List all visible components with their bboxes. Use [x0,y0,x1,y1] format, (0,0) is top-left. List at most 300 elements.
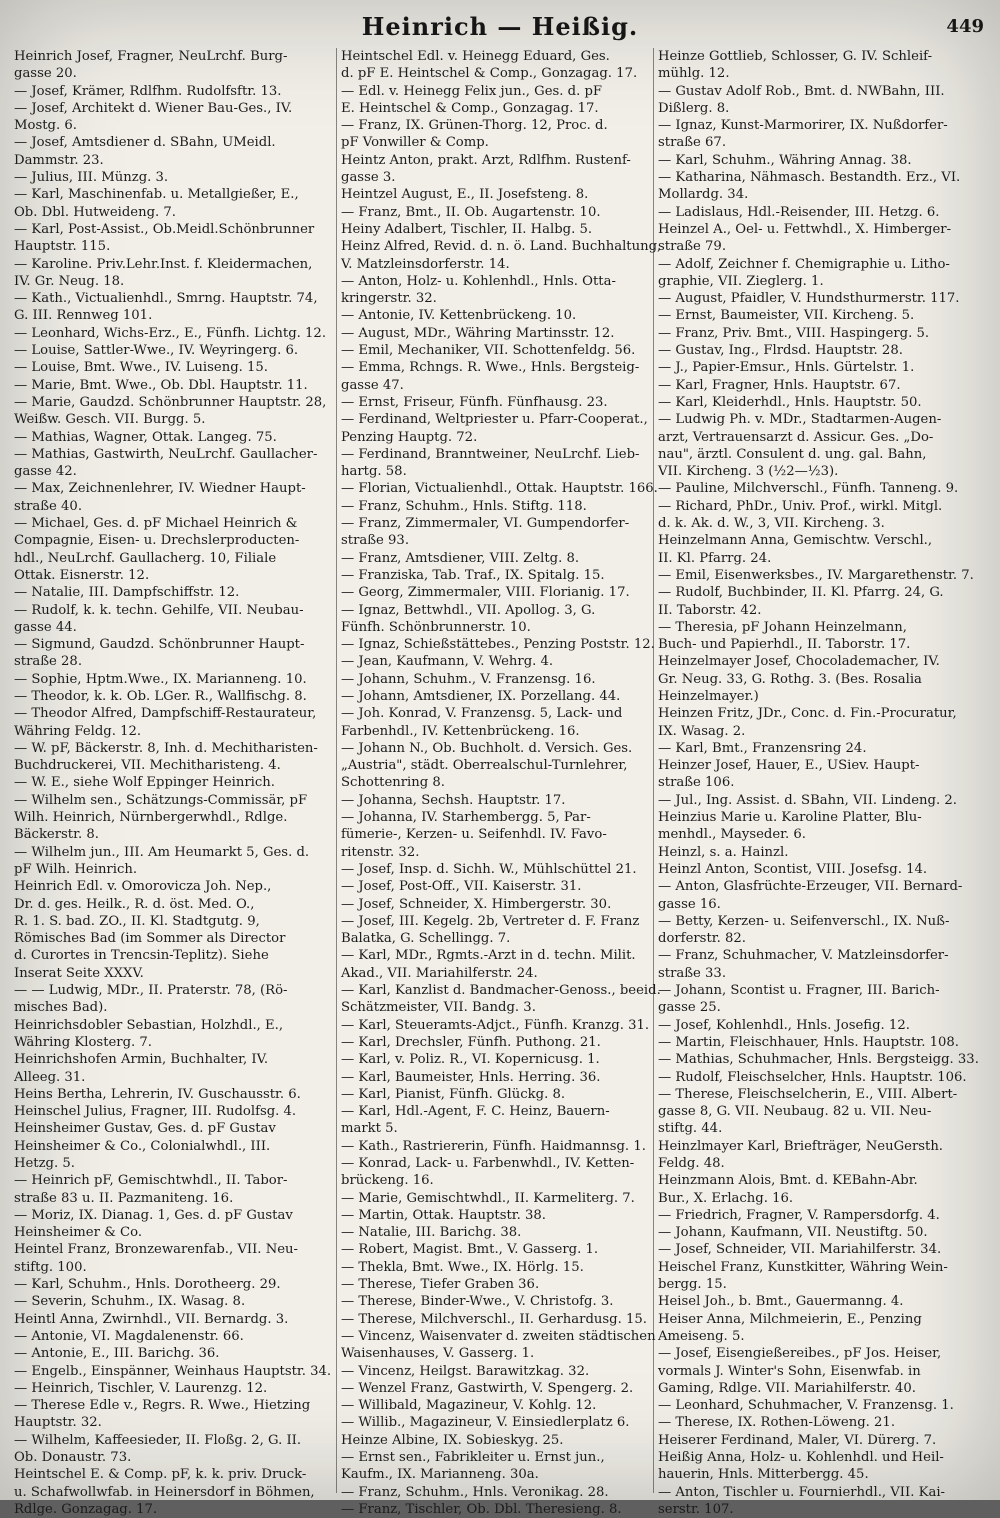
entry-line: — Julius, III. Münzg. 3. [14,170,169,186]
directory-entry [14,100,334,135]
entry-line: — Josef, Amtsdiener d. SBahn, UMeidl. [14,135,276,151]
entry-line: — Josef, III. Kegelg. 2b, Vertreter d. F. Franz [341,913,640,929]
directory-entry [14,394,334,429]
entry-line: — W. pF, Bäckerstr. 8, Inh. d. Mechitharisten- [14,740,318,756]
entry-line: — Willibald, Magazineur, V. Kohlg. 12. [341,1398,597,1414]
directory-entry [658,792,978,809]
directory-entry [14,221,334,256]
directory-entry [14,446,334,481]
directory-entry [658,532,978,567]
entry-line: Heißig Anna, Holz- u. Kohlenhdl. und Heil- [658,1450,944,1466]
directory-entry [658,290,978,307]
entry-line: Hauptstr. 115. [14,239,111,255]
directory-entry [658,1069,978,1086]
entry-line: — Emil, Eisenwerksbes., IV. Margarethenstr. 7. [658,567,974,583]
entry-line: — Leonhard, Wichs-Erz., E., Fünfh. Lichtg. 12. [14,325,327,341]
entry-line: — Johanna, Sechsh. Hauptstr. 17. [341,792,566,808]
entry-line: — Vincenz, Heilgst. Barawitzkag. 32. [341,1363,590,1379]
entry-line: — Friedrich, Fragner, V. Rampersdorfg. 4. [658,1207,940,1223]
entry-line: — Johann, Kaufmann, VII. Neustiftg. 50. [658,1225,928,1241]
directory-entry [658,1207,978,1224]
entry-line: Alleeg. 31. [14,1069,86,1085]
entry-line: Heinzius Marie u. Karoline Platter, Blu- [658,810,922,826]
directory-entry [658,1484,978,1518]
page-header [0,6,1000,44]
entry-line: — August, Pfaidler, V. Hundsthurmerstr. 117. [658,291,960,307]
entry-line: Penzing Hauptg. 72. [341,429,478,445]
entry-line: — Marie, Gaudzd. Schönbrunner Hauptstr. 28, [14,394,327,410]
directory-entry [341,1380,661,1397]
entry-line: straße 93. [341,533,410,549]
directory-entry [341,1034,661,1051]
directory-entry [341,636,661,653]
entry-line: — Martin, Fleischhauer, Hnls. Hauptstr. 108. [658,1034,959,1050]
entry-line: gasse 16. [658,896,721,912]
directory-entry [341,584,661,601]
entry-line: Heinzelmayer Josef, Chocolademacher, IV. [658,654,940,670]
entry-line: ritenstr. 32. [341,844,420,860]
entry-line: gasse 3. [341,170,396,186]
directory-entry [658,740,978,757]
directory-entry [14,1466,334,1518]
entry-line: — Anton, Glasfrüchte-Erzeuger, VII. Bernard- [658,879,963,895]
entry-line: Mostg. 6. [14,118,77,134]
entry-line: — Antonie, VI. Magdalenenstr. 66. [14,1328,244,1344]
entry-line: — Franz, IX. Grünen-Thorg. 12, Proc. d. [341,118,608,134]
entry-line: — Karl, Bmt., Franzensring 24. [658,740,867,756]
entry-line: — Karl, Hdl.-Agent, F. C. Heinz, Bauern- [341,1104,610,1120]
entry-line: — Mathias, Wagner, Ottak. Langeg. 75. [14,429,277,445]
entry-line: — Karl, Maschinenfab. u. Metallgießer, E., [14,187,299,203]
directory-entry [341,1103,661,1138]
entry-line: Heinschel Julius, Fragner, III. Rudolfsg. 4. [14,1104,297,1120]
entry-line: graphie, VII. Zieglerg. 1. [658,273,824,289]
entry-line: straße 28. [14,654,83,670]
directory-entry [14,1017,334,1052]
entry-line: Römisches Bad (im Sommer als Director [14,931,286,947]
entry-line: Waisenhauses, V. Gasserg. 1. [341,1346,535,1362]
directory-entry [14,1293,334,1310]
entry-line: IV. Gr. Neug. 18. [14,273,125,289]
entry-line: Gaming, Rdlge. VII. Mariahilferstr. 40. [658,1380,916,1396]
entry-line: — Antonie, E., III. Barichg. 36. [14,1346,220,1362]
entry-line: Mollardg. 34. [658,187,749,203]
directory-entry [14,1207,334,1242]
entry-line: — Josef, Insp. d. Sichh. W., Mühlschüttel 21. [341,861,637,877]
entry-line: Rdlge. Gonzagag. 17. [14,1501,158,1517]
entry-line: straße 67. [658,135,727,151]
entry-line: — Sophie, Hptm.Wwe., IX. Marianneng. 10. [14,671,307,687]
entry-line: Schottenring 8. [341,775,445,791]
entry-line: — Josef, Architekt d. Wiener Bau-Ges., IV. [14,100,293,116]
entry-line: hartg. 58. [341,464,407,480]
entry-line: gasse 47. [341,377,404,393]
entry-line: — Johanna, IV. Starhembergg. 5, Par- [341,810,591,826]
directory-entry [14,844,334,879]
entry-line: Heiny Adalbert, Tischler, II. Halbg. 5. [341,221,593,237]
directory-entry [658,117,978,152]
entry-line: d. pF E. Heintschel & Comp., Gonzagag. 17. [341,66,638,82]
entry-line: — Heinrich pF, Gemischtwhdl., II. Tabor- [14,1173,288,1189]
entry-line: hauerin, Hnls. Mitterbergg. 45. [658,1467,869,1483]
directory-entry [14,1311,334,1328]
directory-entry [341,878,661,895]
entry-line: — Betty, Kerzen- u. Seifenverschl., IX. Nuß- [658,913,950,929]
directory-entry [658,498,978,533]
entry-line: straße 79. [658,239,727,255]
directory-entry [14,636,334,671]
directory-entry [658,619,978,654]
entry-line: — Natalie, III. Barichg. 38. [341,1225,522,1241]
entry-line: Heintschel E. & Comp. pF, k. k. priv. Druck- [14,1467,307,1483]
entry-line: — Anton, Holz- u. Kohlenhdl., Hnls. Otta- [341,273,616,289]
directory-entry [341,480,661,497]
directory-entry [658,653,978,705]
directory-entry [341,83,661,118]
entry-line: — Theodor, k. k. Ob. LGer. R., Wallfischg. 8. [14,688,307,704]
column-1 [14,48,334,1517]
directory-entry [14,429,334,446]
entry-line: Heisel Joh., b. Bmt., Gauermanng. 4. [658,1294,904,1310]
entry-line: stiftg. 44. [658,1121,723,1137]
entry-line: stiftg. 100. [14,1259,87,1275]
entry-line: Compagnie, Eisen- u. Drechslerproducten- [14,533,300,549]
entry-line: — Marie, Gemischtwhdl., II. Karmeliterg. 7. [341,1190,635,1206]
entry-line: Inserat Seite XXXV. [14,965,144,981]
directory-entry [14,1363,334,1380]
entry-line: Heischel Franz, Kunstkitter, Währing Wein- [658,1259,948,1275]
entry-line: R. 1. S. bad. ZO., II. Kl. Stadtgutg. 9, [14,913,260,929]
entry-line: — Severin, Schuhm., IX. Wasag. 8. [14,1294,246,1310]
directory-entry [658,1051,978,1068]
entry-line: — Kath., Rastriererin, Fünfh. Haidmannsg. 1. [341,1138,646,1154]
directory-entry [658,1086,978,1138]
entry-line: — Max, Zeichnenlehrer, IV. Wiedner Haupt- [14,481,306,497]
entry-line: Buch- und Papierhdl., II. Taborstr. 17. [658,637,911,653]
directory-entry [14,186,334,221]
directory-entry [658,1259,978,1294]
entry-line: — Therese Edle v., Regrs. R. Wwe., Hietzing [14,1398,311,1414]
entry-line: — Josef, Post-Off., VII. Kaiserstr. 31. [341,879,582,895]
entry-line: — Anton, Tischler u. Fournierhdl., VII. Kai- [658,1484,945,1500]
directory-entry [341,740,661,792]
entry-line: — Heinrich, Tischler, V. Laurenzg. 12. [14,1380,268,1396]
directory-entry [658,256,978,291]
directory-entry [341,515,661,550]
directory-entry [658,1414,978,1431]
entry-line: gasse 20. [14,66,77,82]
entry-line: Bäckerstr. 8. [14,827,99,843]
entry-line: — Karl, Pianist, Fünfh. Glückg. 8. [341,1086,566,1102]
entry-line: straße 83 u. II. Pazmaniteng. 16. [14,1190,234,1206]
directory-entry [341,273,661,308]
entry-line: Hetzg. 5. [14,1156,75,1171]
directory-entry [14,83,334,100]
directory-entry [14,705,334,740]
directory-entry [658,1293,978,1310]
entry-line: — Karl, MDr., Rgmts.-Arzt in d. techn. Milit. [341,948,636,964]
entry-line: — Franz, Bmt., II. Ob. Augartenstr. 10. [341,204,601,220]
directory-entry [14,1328,334,1345]
entry-line: d. Curortes in Trencsin-Teplitz). Siehe [14,948,269,964]
entry-line: — Ernst, Friseur, Fünfh. Fünfhausg. 23. [341,394,608,410]
entry-line: Heinze Gottlieb, Schlosser, G. IV. Schleif- [658,49,933,64]
directory-entry [658,982,978,1017]
entry-line: Heinzel A., Oel- u. Fettwhdl., X. Himberger- [658,221,952,237]
entry-line: — Konrad, Lack- u. Farbenwhdl., IV. Ketten- [341,1156,635,1171]
entry-line: — Johann, Scontist u. Fragner, III. Barich- [658,983,940,999]
entry-line: Heinzl, s. a. Hainzl. [658,844,789,860]
entry-line: Heins Bertha, Lehrerin, IV. Guschausstr. 6. [14,1086,301,1102]
directory-entry [341,1311,661,1328]
entry-line: — Gustav, Ing., Flrdsd. Hauptstr. 28. [658,343,903,359]
directory-entry [14,1086,334,1103]
entry-line: markt 5. [341,1121,398,1137]
entry-line: Heinzlmayer Karl, Briefträger, NeuGersth. [658,1138,943,1154]
directory-entry [14,256,334,291]
entry-line: Ottak. Eisnerstr. 12. [14,567,150,583]
entry-line: — Ignaz, Kunst-Marmorirer, IX. Nußdorfer- [658,118,948,134]
entry-line: straße 106. [658,775,735,791]
entry-line: — Karoline. Priv.Lehr.Inst. f. Kleidermachen, [14,256,313,272]
entry-line: — Franz, Schuhm., Hnls. Veronikag. 28. [341,1484,609,1500]
entry-line: serstr. 107. [658,1501,734,1517]
entry-line: — Josef, Schneider, VII. Mariahilferstr. 34. [658,1242,942,1258]
entry-line: mühlg. 12. [658,66,730,82]
entry-line: — Franz, Schuhmacher, V. Matzleinsdorfer- [658,948,949,964]
entry-line: — Ludwig Ph. v. MDr., Stadtarmen-Augen- [658,412,942,428]
entry-line: Heintschel Edl. v. Heinegg Eduard, Ges. [341,49,610,64]
directory-entry [658,757,978,792]
directory-entry [14,1103,334,1120]
page-title: Heinrich — Heißig. [361,12,639,41]
directory-entry [14,480,334,515]
entry-line: — Michael, Ges. d. pF Michael Heinrich & [14,516,298,532]
directory-entry [14,1051,334,1086]
entry-line: — Joh. Konrad, V. Franzensg. 5, Lack- und [341,706,623,722]
entry-line: — Leonhard, Schuhmacher, V. Franzensg. 1. [658,1398,954,1414]
directory-entry [341,411,661,446]
entry-line: Währing Klosterg. 7. [14,1034,153,1050]
entry-line: — Ernst, Baumeister, VII. Kircheng. 5. [658,308,915,324]
entry-line: Bur., X. Erlachg. 16. [658,1190,794,1206]
directory-entry [658,480,978,497]
directory-entry [658,1345,978,1397]
entry-line: Ameiseng. 5. [658,1328,745,1344]
entry-line: arzt, Vertrauensarzt d. Assicur. Ges. „Do- [658,429,934,445]
directory-entry [341,186,661,203]
page-number: 449 [946,16,984,37]
entry-line: Heinrichshofen Armin, Buchhalter, IV. [14,1052,269,1068]
directory-entry [341,1086,661,1103]
entry-line: Dr. d. ges. Heilk., R. d. öst. Med. O., [14,896,255,912]
entry-line: — Ferdinand, Branntweiner, NeuLrchf. Lieb- [341,446,640,462]
entry-line: Heinsheimer & Co., Colonialwhdl., III. [14,1138,271,1154]
directory-entry [658,1449,978,1484]
directory-entry [341,1293,661,1310]
directory-entry [658,411,978,480]
entry-line: — Engelb., Einspänner, Weinhaus Hauptstr. 34. [14,1363,332,1379]
entry-line: — Sigmund, Gaudzd. Schönbrunner Haupt- [14,637,305,653]
directory-entry [341,947,661,982]
entry-line: II. Kl. Pfarrg. 24. [658,550,772,566]
directory-entry [341,342,661,359]
entry-line: — Theresia, pF Johann Heinzelmann, [658,619,907,635]
directory-entry [658,359,978,376]
entry-line: gasse 42. [14,464,77,480]
entry-line: — Josef, Schneider, X. Himbergerstr. 30. [341,896,612,912]
entry-line: — Ladislaus, Hdl.-Reisender, III. Hetzg. 6. [658,204,940,220]
directory-entry [14,1380,334,1397]
entry-line: — Karl, Post-Assist., Ob.Meidl.Schönbrunner [14,221,315,237]
entry-line: — Robert, Magist. Bmt., V. Gasserg. 1. [341,1242,599,1258]
entry-line: Fünfh. Schönbrunnerstr. 10. [341,619,531,635]
directory-entry [658,169,978,204]
entry-line: — Josef, Eisengießereibes., pF Jos. Heiser, [658,1346,942,1362]
directory-entry [341,1432,661,1449]
entry-line: Schätzmeister, VII. Bandg. 3. [341,1000,536,1016]
directory-entry [341,1501,661,1518]
directory-entry [14,515,334,584]
directory-entry [341,809,661,861]
entry-line: II. Taborstr. 42. [658,602,762,618]
entry-line: — Louise, Sattler-Wwe., IV. Weyringerg. 6. [14,343,299,359]
directory-entry [341,48,661,83]
entry-line: — Edl. v. Heinegg Felix jun., Ges. d. pF [341,83,603,99]
entry-line: gasse 25. [658,1000,721,1016]
directory-entry [658,152,978,169]
entry-line: Heinzl Anton, Scontist, VIII. Josefsg. 14. [658,861,928,877]
directory-entry [658,1397,978,1414]
directory-entry [341,1414,661,1431]
entry-line: Balatka, G. Schellingg. 7. [341,931,511,947]
entry-line: pF Wilh. Heinrich. [14,861,138,877]
entry-line: — Therese, Fleischselcherin, E., VIII. Albert- [658,1086,958,1102]
entry-line: — Rudolf, Buchbinder, II. Kl. Pfarrg. 24, G. [658,585,944,601]
directory-entry [341,446,661,481]
entry-line: Wilh. Heinrich, Nürnbergerwhdl., Rdlge. [14,810,288,826]
entry-line: gasse 44. [14,619,77,635]
directory-entry [341,1328,661,1363]
entry-line: — Therese, IX. Rothen-Löweng. 21. [658,1415,896,1431]
entry-line: — Johann N., Ob. Buchholt. d. Versich. Ges. [341,740,633,756]
entry-line: — Willib., Magazineur, V. Einsiedlerplatz 6. [341,1415,630,1431]
entry-line: menhdl., Mayseder. 6. [658,827,806,843]
directory-entry [341,1276,661,1293]
directory-entry [341,359,661,394]
entry-line: brückeng. 16. [341,1173,434,1189]
entry-line: — Ignaz, Schießstättebes., Penzing Poststr. 12. [341,637,655,653]
entry-line: — Thekla, Bmt. Wwe., IX. Hörlg. 15. [341,1259,584,1275]
entry-line: — Emil, Mechaniker, VII. Schottenfeldg. 56. [341,343,636,359]
directory-entry [658,1224,978,1241]
column-divider [336,48,337,1493]
directory-entry [658,1241,978,1258]
entry-line: V. Matzleinsdorferstr. 14. [341,256,510,272]
entry-line: — Marie, Bmt. Wwe., Ob. Dbl. Hauptstr. 11. [14,377,308,393]
entry-line: — Jean, Kaufmann, V. Wehrg. 4. [341,654,554,670]
entry-line: Akad., VII. Mariahilferstr. 24. [341,965,538,981]
directory-entry [658,1311,978,1346]
directory-entry [14,1397,334,1432]
entry-line: — Franziska, Tab. Traf., IX. Spitalg. 15. [341,567,605,583]
entry-line: Heinzer Josef, Hauer, E., USiev. Haupt- [658,758,920,774]
directory-entry [341,1207,661,1224]
entry-line: Hauptstr. 32. [14,1415,102,1431]
directory-entry [14,1241,334,1276]
entry-line: — Johann, Amtsdiener, IX. Porzellang. 44. [341,688,621,704]
directory-entry [341,238,661,273]
entry-line: „Austria", städt. Oberrealschul-Turnlehrer, [341,758,628,774]
directory-entry [658,809,978,844]
directory-entry [658,913,978,948]
entry-line: Ob. Dbl. Hutweideng. 7. [14,204,177,220]
entry-line: — Karl, Fragner, Hnls. Hauptstr. 67. [658,377,901,393]
entry-line: Gr. Neug. 33, G. Rothg. 3. (Bes. Rosalia [658,671,922,687]
entry-line: Heinrich Edl. v. Omorovicza Joh. Nep., [14,879,272,895]
entry-line: fümerie-, Kerzen- u. Seifenhdl. IV. Favo- [341,827,607,843]
entry-line: — Wilhelm jun., III. Am Heumarkt 5, Ges. d. [14,844,310,860]
directory-entry [658,567,978,584]
entry-line: — Antonie, IV. Kettenbrückeng. 10. [341,308,577,324]
directory-entry [341,896,661,913]
entry-line: Heintzel August, E., II. Josefsteng. 8. [341,187,589,203]
entry-line: Kaufm., IX. Marianneng. 30a. [341,1467,539,1483]
directory-entry [14,1276,334,1293]
directory-entry [341,705,661,740]
directory-entry [14,584,334,601]
directory-entry [341,671,661,688]
directory-entry [14,792,334,844]
entry-line: Weißw. Gesch. VII. Burgg. 5. [14,412,206,428]
directory-entry [14,377,334,394]
entry-line: Heinsheimer Gustav, Ges. d. pF Gustav [14,1121,276,1137]
entry-line: Heinrich Josef, Fragner, NeuLrchf. Burg- [14,49,288,64]
entry-line: Heintl Anna, Zwirnhdl., VII. Bernardg. 3. [14,1311,289,1327]
entry-line: — Ferdinand, Weltpriester u. Pfarr-Cooperat., [341,412,648,428]
directory-entry [341,117,661,152]
entry-line: nau", ärztl. Consulent d. ung. gal. Bahn, [658,446,927,462]
directory-entry [14,325,334,342]
entry-line: Dammstr. 23. [14,152,104,168]
entry-line: Heinz Alfred, Revid. d. n. ö. Land. Buchhaltung, [341,239,662,255]
directory-entry [341,1449,661,1484]
directory-entry [658,307,978,324]
entry-line: — Wenzel Franz, Gastwirth, V. Spengerg. 2. [341,1380,634,1396]
entry-line: straße 40. [14,498,83,514]
entry-line: Heinzelmayer.) [658,688,759,704]
entry-line: Heintz Anton, prakt. Arzt, Rdlfhm. Rustenf- [341,152,631,168]
entry-line: d. k. Ak. d. W., 3, VII. Kircheng. 3. [658,516,885,532]
entry-line: — Natalie, III. Dampfschiffstr. 12. [14,585,240,601]
directory-entry [341,498,661,515]
entry-line: — Rudolf, k. k. techn. Gehilfe, VII. Neubau- [14,602,304,618]
entry-line: — Mathias, Gastwirth, NeuLrchf. Gaullacher- [14,446,318,462]
entry-line: bergg. 15. [658,1277,727,1293]
entry-line: — Vincenz, Waisenvater d. zweiten städtischen [341,1328,656,1344]
directory-entry [14,1172,334,1207]
directory-entry [341,1138,661,1155]
entry-line: Heinze Albine, IX. Sobieskyg. 25. [341,1432,564,1448]
entry-line: dorferstr. 82. [658,931,746,947]
entry-line: — Florian, Victualienhdl., Ottak. Hauptstr. 166. [341,481,658,497]
entry-line: — Karl, Schuhm., Hnls. Dorotheerg. 29. [14,1277,281,1293]
entry-line: — Karl, Kanzlist d. Bandmacher-Genoss., beeid. [341,983,661,999]
entry-line: Heiserer Ferdinand, Maler, VI. Dürerg. 7. [658,1432,937,1448]
directory-entry [658,878,978,913]
entry-line: straße 33. [658,965,727,981]
entry-line: kringerstr. 32. [341,291,437,307]
